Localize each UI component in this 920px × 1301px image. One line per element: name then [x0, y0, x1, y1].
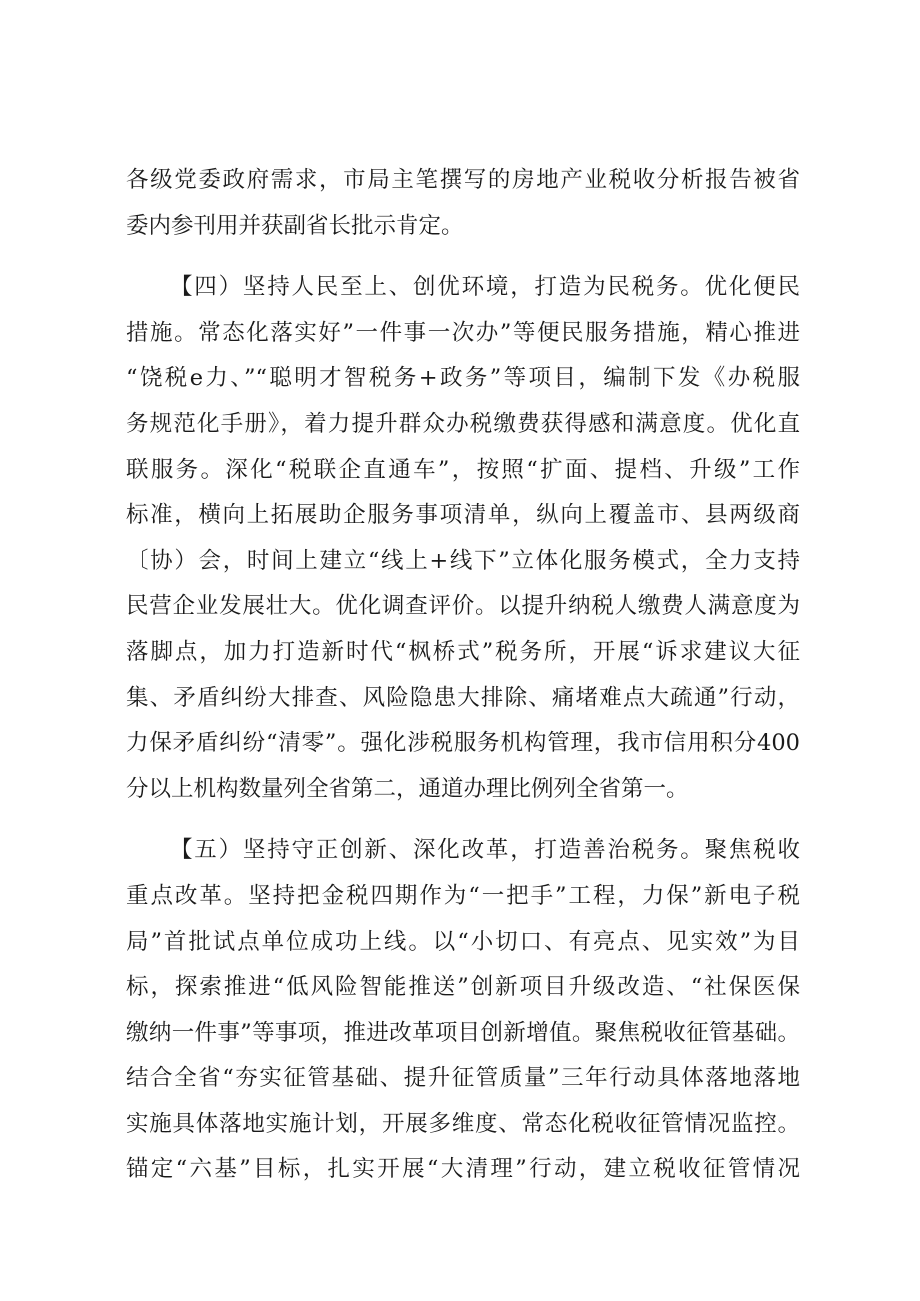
text-line: 联服务。深化“税联企直通车”，按照“扩面、提档、升级”工作 [126, 456, 800, 483]
text-line: 各级党委政府需求，市局主笔撰写的房地产业税收分析报告被省 [126, 167, 800, 193]
text-line: 【五）坚持守正创新、深化改革，打造善治税务。聚焦税收 [170, 837, 800, 864]
text-line: 委内参刊用并获副省长批示肯定。 [126, 212, 464, 239]
paragraph-intro [126, 158, 800, 249]
text-line: 分以上机构数量列全省第二，通道办理比例列全省第一。 [126, 775, 689, 802]
text-line: 实施具体落地实施计划，开展多维度、常态化税收征管情况监控。 [126, 1110, 800, 1137]
text-line: 局”首批试点单位成功上线。以“小切口、有亮点、见实效”为目 [126, 928, 800, 955]
text-line: 标，探索推进“低风险智能推送”创新项目升级改造、“社保医保 [126, 974, 800, 1001]
text-line: 集、矛盾纠纷大排查、风险隐患大排除、痛堵难点大疏通”行动， [126, 684, 800, 711]
text-line: 落脚点，加力打造新时代“枫桥式”税务所，开展“诉求建议大征 [126, 638, 800, 665]
text-line: 务规范化手册》，着力提升群众办税缴费获得感和满意度。优化直 [126, 410, 800, 437]
text-line: 标准，横向上拓展助企服务事项清单，纵向上覆盖市、县两级商 [126, 502, 800, 529]
text-line: 结合全省“夯实征管基础、提升征管质量”三年行动具体落地落地 [126, 1065, 800, 1092]
text-line: 〔协）会，时间上建立“线上+线下”立体化服务模式，全力支持 [126, 547, 800, 574]
paragraph-section-5 [126, 828, 800, 1193]
text-line: “饶税e力、”“聪明才智税务+政务”等项目，编制下发《办税服 [126, 365, 800, 392]
text-line: 措施。常态化落实好”一件事一次办”等便民服务措施，精心推进 [126, 319, 800, 346]
text-line: 力保矛盾纠纷“清零”。强化涉税服务机构管理，我市信用积分400 [126, 730, 800, 757]
text-line: 重点改革。坚持把金税四期作为“一把手”工程，力保”新电子税 [126, 882, 800, 909]
paragraph-section-4 [126, 265, 800, 812]
document-body [126, 158, 800, 1193]
paragraph-gap [126, 812, 800, 828]
text-line: 【四）坚持人民至上、创优环境，打造为民税务。优化便民 [170, 274, 800, 301]
text-line: 缴纳一件事”等事项，推进改革项目创新增值。聚焦税收征管基础。 [126, 1019, 800, 1046]
paragraph-gap [126, 249, 800, 265]
text-line: 民营企业发展壮大。优化调查评价。以提升纳税人缴费人满意度为 [126, 593, 800, 620]
text-line: 锚定“六基”目标，扎实开展“大清理”行动，建立税收征管情况 [126, 1156, 800, 1183]
